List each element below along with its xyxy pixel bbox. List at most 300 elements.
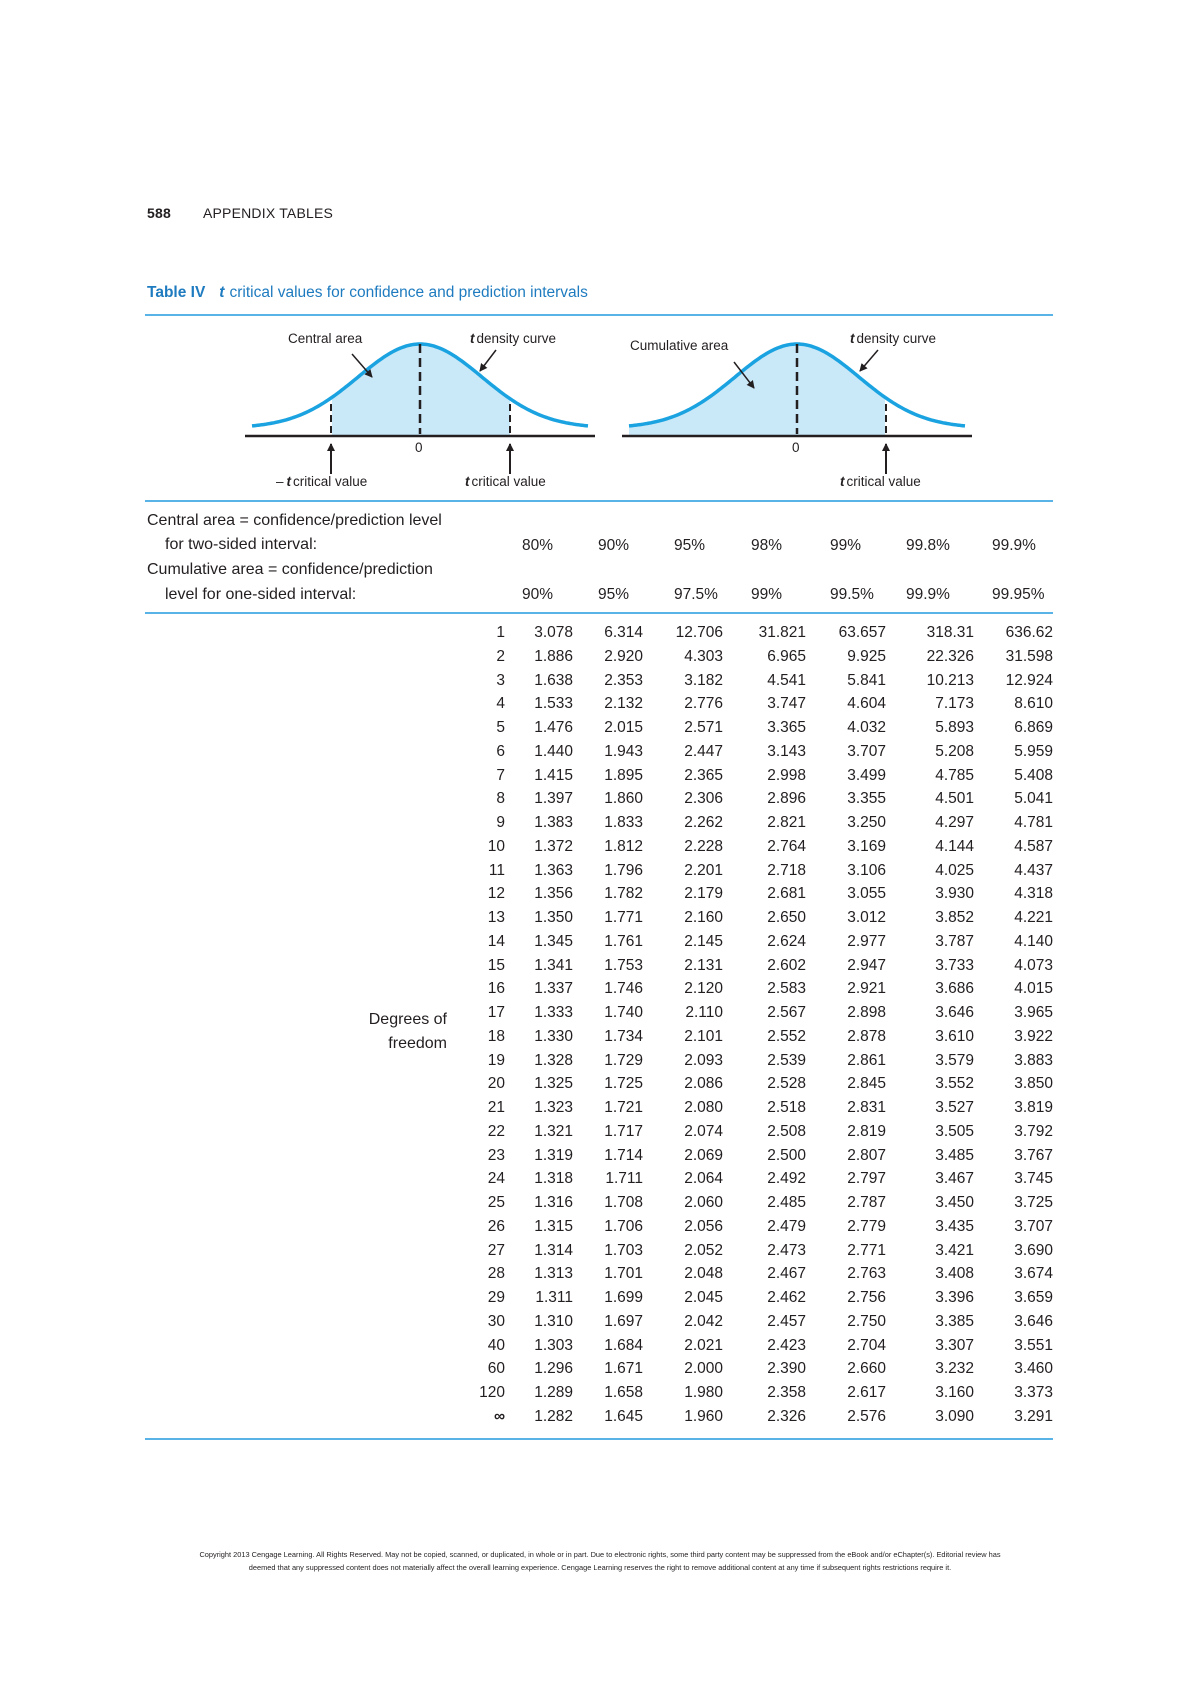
critical-value-cell: 2.423 (767, 1336, 806, 1354)
caption-t-symbol: t (219, 284, 225, 301)
critical-value-cell: 1.363 (534, 861, 573, 879)
right-critical-text: critical value (846, 474, 921, 489)
critical-value-cell: 2.048 (684, 1265, 723, 1283)
degrees-of-freedom-cell: 22 (487, 1122, 505, 1140)
right-zero-label: 0 (792, 440, 800, 455)
degrees-of-freedom-cell: 24 (487, 1170, 505, 1188)
critical-value-cell: 5.841 (847, 671, 886, 689)
critical-value-cell: 3.725 (1014, 1194, 1053, 1211)
critical-value-cell: 2.462 (767, 1289, 806, 1306)
critical-value-cell: 3.527 (935, 1099, 974, 1116)
critical-value-cell: 3.674 (1014, 1265, 1053, 1283)
critical-value-cell: 1.812 (604, 837, 643, 855)
critical-value-cell: 3.307 (935, 1336, 974, 1354)
table-bottom-rule (145, 1438, 1053, 1440)
critical-value-cell: 63.657 (838, 624, 886, 641)
critical-value-cell: 3.707 (1014, 1217, 1053, 1235)
degrees-of-freedom-cell: 12 (487, 885, 505, 903)
critical-value-cell: 2.000 (684, 1360, 723, 1378)
critical-value-cell: 1.303 (534, 1336, 573, 1354)
critical-value-cell: 31.598 (1005, 647, 1053, 665)
critical-value-cell: 1.323 (534, 1099, 573, 1116)
critical-value-cell: 4.015 (1014, 980, 1053, 998)
critical-value-cell: 2.015 (604, 719, 643, 736)
right-figure (622, 331, 972, 489)
header-bottom-rule (145, 612, 1053, 614)
one-sided-level-7: 99.95% (992, 586, 1045, 603)
critical-value-cell: 1.289 (534, 1384, 573, 1401)
degrees-of-freedom-cell: 14 (487, 932, 505, 950)
critical-value-cell: 2.093 (684, 1051, 723, 1069)
critical-value-cell: 3.291 (1014, 1407, 1053, 1425)
critical-value-cell: 3.408 (935, 1265, 974, 1283)
critical-value-cell: 2.776 (684, 695, 723, 713)
critical-value-cell: 1.313 (534, 1265, 573, 1283)
degrees-of-freedom-cell: 6 (496, 742, 505, 760)
critical-value-cell: 2.074 (684, 1122, 723, 1140)
critical-value-cell: 3.690 (1014, 1241, 1053, 1259)
left-density-curve-label (470, 331, 556, 346)
critical-value-cell: 1.350 (534, 909, 573, 926)
critical-value-cell: 1.701 (604, 1265, 643, 1283)
critical-value-cell: 2.861 (847, 1051, 886, 1069)
degrees-of-freedom-cell: 19 (487, 1051, 505, 1069)
critical-value-cell: 2.779 (847, 1217, 886, 1235)
critical-value-cell: 3.090 (935, 1407, 974, 1425)
one-sided-level-5: 99.5% (830, 586, 874, 603)
copyright-line1: Copyright 2013 Cengage Learning. All Rights Reserved. May not be copied, scanned, or duplicated, in whole or in part. Due to electronic rights, some third party content may be suppressed from the eBook and/or eChapter(s). Editorial review has (199, 1550, 1001, 1559)
critical-value-cell: 3.467 (935, 1170, 974, 1188)
critical-value-cell: 1.753 (604, 956, 643, 974)
two-sided-level-4: 98% (751, 537, 783, 554)
critical-value-cell: 1.697 (604, 1312, 643, 1330)
critical-value-cell: 2.750 (847, 1312, 886, 1330)
critical-value-cell: 2.056 (684, 1217, 723, 1235)
two-sided-level-2: 90% (598, 537, 630, 554)
critical-value-cell: 3.850 (1014, 1075, 1053, 1093)
critical-value-cell: 2.021 (684, 1336, 723, 1354)
critical-value-cell: 2.896 (767, 790, 806, 808)
critical-value-cell: 5.408 (1014, 766, 1053, 784)
critical-value-cell: 1.980 (684, 1384, 723, 1401)
critical-value-cell: 2.457 (767, 1312, 806, 1330)
critical-value-cell: 1.356 (534, 885, 573, 903)
critical-value-cell: 1.319 (534, 1146, 573, 1164)
right-density-curve-arrow (860, 350, 878, 371)
critical-value-cell: 2.583 (767, 980, 806, 998)
critical-value-cell: 2.998 (767, 766, 806, 784)
critical-value-cell: 3.787 (935, 932, 974, 950)
critical-value-cell: 1.372 (534, 837, 573, 855)
cumulative-area-label: Cumulative area (630, 338, 729, 353)
critical-value-cell: 4.587 (1014, 837, 1053, 855)
critical-value-cell: 1.397 (534, 790, 573, 808)
critical-value-cell: 5.041 (1014, 790, 1053, 808)
critical-value-cell: 1.645 (604, 1407, 643, 1425)
degrees-of-freedom-cell: 10 (487, 837, 505, 855)
critical-value-cell: 3.169 (847, 837, 886, 855)
section-title: APPENDIX TABLES (202, 205, 334, 221)
cumulative-area-definition-line2: level for one-sided interval: (165, 586, 357, 603)
critical-value-cell: 2.473 (767, 1241, 806, 1259)
degrees-of-freedom-line2: freedom (388, 1035, 447, 1052)
one-sided-level-1: 90% (522, 586, 554, 603)
critical-value-cell: 2.131 (684, 956, 723, 974)
critical-value-cell: 2.763 (847, 1265, 886, 1283)
critical-value-cell: 9.925 (847, 647, 886, 665)
critical-value-cell: 1.860 (604, 790, 643, 808)
critical-value-cell: 1.699 (604, 1289, 643, 1306)
critical-value-cell: 2.567 (767, 1004, 806, 1021)
critical-value-cell: 1.533 (534, 695, 573, 713)
critical-value-cell: 2.326 (767, 1407, 806, 1425)
degrees-of-freedom-cell: 28 (487, 1265, 505, 1283)
left-figure (245, 331, 595, 489)
critical-value-cell: 2.306 (684, 790, 723, 808)
critical-value-cell: 2.539 (767, 1051, 806, 1069)
critical-value-cell: 2.101 (684, 1027, 723, 1045)
critical-value-cell: 1.328 (534, 1051, 573, 1069)
degrees-of-freedom-cell: 15 (487, 956, 505, 974)
critical-value-cell: 1.345 (534, 932, 573, 950)
cumulative-area-fill (629, 344, 885, 435)
critical-value-cell: 22.326 (926, 647, 974, 665)
critical-value-cell: 2.771 (847, 1241, 886, 1259)
critical-value-cell: 3.707 (847, 742, 886, 760)
critical-value-cell: 1.895 (604, 766, 643, 784)
one-sided-level-6: 99.9% (906, 586, 950, 603)
critical-value-cell: 2.947 (847, 956, 886, 974)
negative-critical-value-label (276, 474, 367, 489)
degrees-of-freedom-cell: 7 (496, 766, 505, 784)
copyright-line2: deemed that any suppressed content does not materially affect the overall learning experience. Cengage Learning reserves the right to remove additional content at any time if subsequent rights restrictions require it. (248, 1563, 952, 1572)
critical-value-cell: 3.686 (935, 980, 974, 998)
critical-value-cell: 3.460 (1014, 1360, 1053, 1378)
critical-value-cell: 1.315 (534, 1217, 573, 1235)
critical-value-cell: 12.706 (675, 624, 723, 641)
critical-value-cell: 10.213 (926, 671, 974, 689)
critical-value-cell: 4.318 (1014, 885, 1053, 903)
cumulative-area-definition-line1: Cumulative area = confidence/prediction (147, 561, 433, 578)
critical-value-cell: 1.321 (534, 1122, 573, 1140)
critical-value-cell: 1.638 (534, 671, 573, 689)
critical-value-cell: 4.501 (935, 790, 974, 808)
critical-value-cell: 2.797 (847, 1170, 886, 1188)
critical-value-cell: 2.069 (684, 1146, 723, 1164)
critical-value-cell: 2.831 (847, 1099, 886, 1116)
critical-value-cell: 5.893 (935, 719, 974, 736)
one-sided-level-3: 97.5% (674, 586, 718, 603)
degrees-of-freedom-cell: ∞ (493, 1407, 505, 1425)
negative-sign: – (276, 474, 284, 489)
critical-value-cell: 1.684 (604, 1336, 643, 1354)
central-area-definition-line2: for two-sided interval: (165, 536, 318, 553)
left-density-curve-t: t (470, 331, 475, 346)
critical-value-cell: 4.781 (1014, 814, 1053, 831)
critical-value-cell: 1.316 (534, 1194, 573, 1211)
critical-value-cell: 3.551 (1014, 1336, 1053, 1354)
critical-value-cell: 2.787 (847, 1194, 886, 1211)
critical-value-cell: 1.771 (604, 909, 643, 926)
figure-bottom-rule (145, 500, 1053, 502)
critical-value-cell: 1.717 (604, 1122, 643, 1140)
critical-value-cell: 1.310 (534, 1312, 573, 1330)
critical-value-cell: 2.080 (684, 1099, 723, 1116)
degrees-of-freedom-cell: 1 (496, 624, 505, 641)
critical-value-cell: 2.086 (684, 1075, 723, 1093)
critical-value-cell: 2.201 (684, 861, 723, 879)
critical-value-cell: 4.032 (847, 719, 886, 736)
caption-text: critical values for confidence and prediction intervals (229, 284, 588, 301)
critical-value-cell: 3.012 (847, 909, 886, 926)
critical-value-cell: 3.499 (847, 766, 886, 784)
critical-value-cell: 1.711 (605, 1170, 643, 1188)
critical-value-cell: 1.341 (534, 956, 573, 974)
right-density-curve-label (850, 331, 936, 346)
density-figures (0, 0, 1200, 520)
critical-value-cell: 2.920 (604, 647, 643, 665)
critical-value-cell: 3.485 (935, 1146, 974, 1164)
critical-value-cell: 1.671 (604, 1360, 643, 1378)
critical-value-cell: 4.144 (935, 837, 974, 855)
critical-value-cell: 2.660 (847, 1360, 886, 1378)
critical-value-cell: 2.447 (684, 742, 723, 760)
critical-value-cell: 1.296 (534, 1360, 573, 1378)
critical-value-cell: 1.782 (604, 885, 643, 903)
degrees-of-freedom-cell: 2 (496, 647, 505, 665)
critical-value-cell: 3.106 (847, 861, 886, 879)
one-sided-level-2: 95% (598, 586, 630, 603)
critical-value-cell: 4.025 (935, 861, 974, 879)
critical-value-cell: 1.706 (604, 1217, 643, 1235)
degrees-of-freedom-cell: 13 (487, 909, 505, 926)
critical-value-cell: 1.333 (534, 1004, 573, 1021)
central-area-definition-line1: Central area = confidence/prediction level (147, 512, 442, 529)
critical-value-cell: 2.060 (684, 1194, 723, 1211)
critical-value-cell: 2.467 (767, 1265, 806, 1283)
critical-value-cell: 1.658 (604, 1384, 643, 1401)
left-density-curve-text: density curve (476, 331, 557, 346)
critical-value-cell: 1.714 (604, 1146, 643, 1164)
critical-value-cell: 4.221 (1014, 909, 1053, 926)
critical-value-cell: 3.160 (935, 1384, 974, 1401)
critical-value-cell: 1.796 (604, 861, 643, 879)
critical-value-cell: 1.721 (604, 1099, 643, 1116)
degrees-of-freedom-cell: 29 (487, 1289, 505, 1306)
left-zero-label: 0 (415, 440, 423, 455)
critical-value-cell: 2.179 (684, 885, 723, 903)
critical-value-cell: 5.959 (1014, 742, 1053, 760)
critical-value-cell: 2.576 (847, 1407, 886, 1425)
right-density-curve-t: t (850, 331, 855, 346)
critical-value-cell: 6.314 (604, 624, 643, 641)
critical-value-cell: 1.708 (604, 1194, 643, 1211)
critical-value-cell: 1.729 (604, 1051, 643, 1069)
critical-value-cell: 2.602 (767, 956, 806, 974)
one-sided-level-4: 99% (751, 586, 783, 603)
critical-value-cell: 6.965 (767, 647, 806, 665)
degrees-of-freedom-cell: 11 (488, 861, 505, 879)
critical-value-cell: 2.518 (767, 1099, 806, 1116)
two-sided-level-6: 99.8% (906, 537, 950, 554)
critical-value-cell: 2.617 (847, 1384, 886, 1401)
critical-value-cell: 2.878 (847, 1027, 886, 1045)
critical-value-cell: 3.659 (1014, 1289, 1053, 1306)
two-sided-level-3: 95% (674, 537, 706, 554)
critical-value-cell: 3.745 (1014, 1170, 1053, 1188)
critical-value-cell: 3.646 (935, 1004, 974, 1021)
critical-value-cell: 1.886 (534, 647, 573, 665)
critical-value-cell: 6.869 (1014, 719, 1053, 736)
critical-value-cell: 3.819 (1014, 1099, 1053, 1116)
critical-value-cell: 1.337 (534, 980, 573, 998)
critical-value-cell: 3.232 (935, 1360, 974, 1378)
critical-value-cell: 4.297 (935, 814, 974, 831)
degrees-of-freedom-line1: Degrees of (368, 1011, 447, 1028)
critical-value-cell: 4.541 (767, 671, 806, 689)
critical-value-cell: 1.703 (604, 1241, 643, 1259)
critical-value-cell: 2.756 (847, 1289, 886, 1306)
critical-value-cell: 3.078 (534, 624, 573, 641)
critical-value-cell: 3.579 (935, 1051, 974, 1069)
right-critical-t: t (840, 474, 845, 489)
critical-value-cell: 2.650 (767, 909, 806, 926)
left-density-curve-arrow (480, 350, 496, 371)
positive-critical-t: t (465, 474, 470, 489)
critical-value-cell: 1.761 (604, 932, 643, 950)
critical-value-cell: 3.733 (935, 956, 974, 974)
degrees-of-freedom-cell: 21 (487, 1099, 505, 1116)
critical-value-cell: 1.734 (604, 1027, 643, 1045)
critical-value-cell: 1.943 (604, 742, 643, 760)
critical-value-cell: 2.571 (684, 719, 723, 736)
critical-value-cell: 4.140 (1014, 932, 1053, 950)
degrees-of-freedom-cell: 120 (479, 1384, 505, 1401)
degrees-of-freedom-cell: 8 (496, 790, 505, 808)
critical-value-cell: 2.358 (767, 1384, 806, 1401)
critical-value-cell: 3.373 (1014, 1384, 1053, 1401)
critical-value-cell: 3.055 (847, 885, 886, 903)
critical-value-cell: 1.282 (534, 1407, 573, 1425)
two-sided-level-5: 99% (830, 537, 862, 554)
degrees-of-freedom-cell: 25 (487, 1194, 505, 1211)
critical-value-cell: 3.965 (1014, 1004, 1053, 1021)
critical-value-cell: 1.330 (534, 1027, 573, 1045)
critical-value-cell: 1.311 (535, 1289, 573, 1306)
critical-value-cell: 2.807 (847, 1146, 886, 1164)
critical-value-cell: 3.421 (935, 1241, 974, 1259)
critical-value-cell: 2.120 (684, 980, 723, 998)
degrees-of-freedom-cell: 60 (487, 1360, 505, 1378)
critical-value-cell: 1.960 (684, 1407, 723, 1425)
critical-value-cell: 1.318 (534, 1170, 573, 1188)
critical-value-cell: 1.476 (534, 719, 573, 736)
critical-value-cell: 2.052 (684, 1241, 723, 1259)
critical-value-cell: 4.437 (1014, 861, 1053, 879)
critical-value-cell: 1.325 (534, 1075, 573, 1093)
critical-value-cell: 2.552 (767, 1027, 806, 1045)
central-area-label: Central area (288, 331, 363, 346)
degrees-of-freedom-cell: 26 (487, 1217, 505, 1235)
critical-value-cell: 12.924 (1005, 671, 1053, 689)
critical-value-cell: 2.353 (604, 671, 643, 689)
critical-value-cell: 1.740 (604, 1004, 643, 1021)
critical-value-cell: 3.646 (1014, 1312, 1053, 1330)
right-density-curve-text: density curve (856, 331, 937, 346)
critical-value-cell: 2.045 (684, 1289, 723, 1306)
negative-critical-t: t (286, 474, 292, 489)
critical-value-cell: 2.508 (767, 1122, 806, 1140)
critical-value-cell: 3.355 (847, 790, 886, 808)
critical-value-cell: 3.930 (935, 885, 974, 903)
critical-value-cell: 3.250 (847, 814, 886, 831)
critical-value-cell: 2.160 (684, 909, 723, 926)
critical-value-cell: 3.883 (1014, 1051, 1053, 1069)
critical-value-cell: 2.492 (767, 1170, 806, 1188)
degrees-of-freedom-cell: 27 (487, 1241, 505, 1259)
critical-value-cell: 3.767 (1014, 1146, 1053, 1164)
critical-value-cell: 2.845 (847, 1075, 886, 1093)
critical-value-cell: 1.833 (604, 814, 643, 831)
page-number: 588 (147, 205, 171, 221)
critical-value-cell: 4.604 (847, 695, 886, 713)
critical-value-cell: 2.132 (604, 695, 643, 713)
critical-value-cell: 2.898 (847, 1004, 886, 1021)
critical-value-cell: 2.821 (767, 814, 806, 831)
positive-critical-value-label (465, 474, 546, 489)
critical-value-cell: 3.610 (935, 1027, 974, 1045)
critical-value-cell: 2.681 (767, 885, 806, 903)
degrees-of-freedom-cell: 18 (487, 1027, 505, 1045)
critical-value-cell: 7.173 (935, 695, 974, 713)
critical-value-cell: 3.747 (767, 695, 806, 713)
critical-value-cell: 2.977 (847, 932, 886, 950)
critical-value-cell: 31.821 (758, 624, 806, 641)
degrees-of-freedom-cell: 23 (487, 1146, 505, 1164)
critical-value-cell: 3.365 (767, 719, 806, 736)
critical-value-cell: 4.303 (684, 647, 723, 665)
critical-value-cell: 1.383 (534, 814, 573, 831)
table-label: Table IV (147, 284, 206, 301)
critical-value-cell: 2.528 (767, 1075, 806, 1093)
critical-value-cell: 8.610 (1014, 695, 1053, 713)
critical-value-cell: 3.385 (935, 1312, 974, 1330)
critical-value-cell: 1.746 (604, 980, 643, 998)
critical-value-cell: 2.365 (684, 766, 723, 784)
critical-value-cell: 2.228 (684, 837, 723, 855)
critical-value-cell: 1.440 (534, 742, 573, 760)
negative-critical-text: critical value (293, 474, 368, 489)
critical-value-cell: 3.552 (935, 1075, 974, 1093)
right-critical-value-label (840, 474, 921, 489)
two-sided-level-7: 99.9% (992, 537, 1036, 554)
degrees-of-freedom-cell: 17 (487, 1004, 505, 1021)
critical-value-cell: 3.182 (684, 671, 723, 689)
critical-value-cell: 2.624 (767, 932, 806, 950)
positive-critical-text: critical value (471, 474, 546, 489)
critical-value-cell: 1.314 (534, 1241, 573, 1259)
critical-value-cell: 2.819 (847, 1122, 886, 1140)
critical-value-cell: 3.143 (767, 742, 806, 760)
critical-value-cell: 5.208 (935, 742, 974, 760)
critical-value-cell: 2.764 (767, 837, 806, 855)
critical-value-cell: 2.500 (767, 1146, 806, 1164)
critical-value-cell: 3.852 (935, 909, 974, 926)
degrees-of-freedom-cell: 9 (496, 814, 505, 831)
critical-value-cell: 2.479 (767, 1217, 806, 1235)
degrees-of-freedom-cell: 30 (487, 1312, 505, 1330)
critical-value-cell: 3.792 (1014, 1122, 1053, 1140)
